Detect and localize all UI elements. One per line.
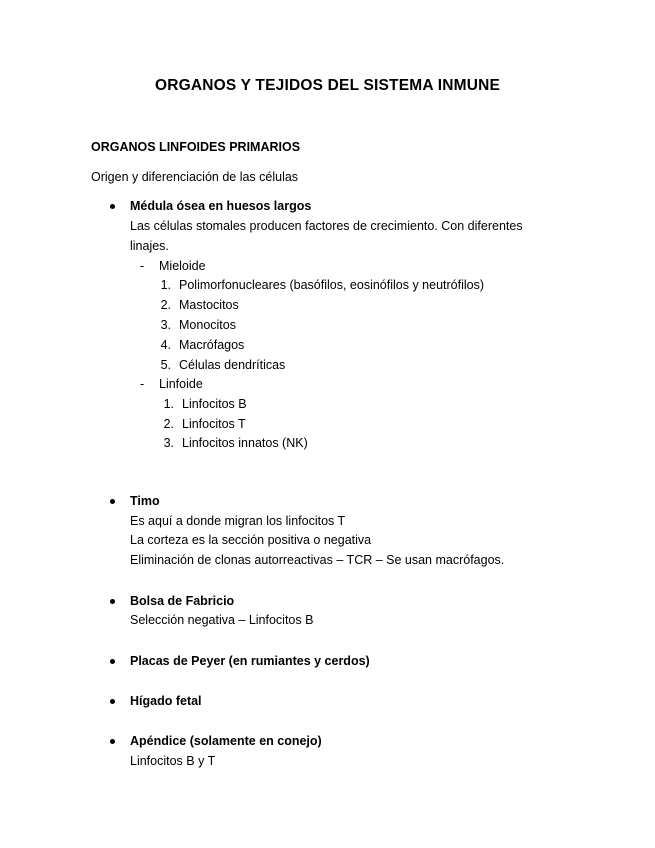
list-number: 5. — [160, 358, 171, 372]
apendice-heading: Apéndice (solamente en conejo) — [130, 734, 322, 748]
dash-icon: - — [140, 259, 145, 273]
timo-line: Es aquí a donde migran los linfocitos T — [130, 514, 346, 528]
section-title: ORGANOS LINFOIDES PRIMARIOS — [91, 140, 301, 154]
list-item: Linfocitos T — [182, 417, 246, 431]
list-item: Macrófagos — [179, 338, 245, 352]
timo-heading: Timo — [130, 494, 160, 508]
list-item: Células dendríticas — [179, 358, 286, 372]
bullet-icon — [110, 699, 115, 704]
timo-line: Eliminación de clonas autorreactivas – TCR – Se usan macrófagos. — [130, 553, 505, 567]
bullet-icon — [110, 204, 115, 209]
list-number: 3. — [160, 318, 171, 332]
list-item: Linfocitos innatos (NK) — [182, 436, 308, 450]
list-number: 4. — [160, 338, 171, 352]
bolsa-heading: Bolsa de Fabricio — [130, 594, 235, 608]
page-title: ORGANOS Y TEJIDOS DEL SISTEMA INMUNE — [154, 77, 501, 94]
list-number: 1. — [160, 278, 171, 292]
bolsa-line: Selección negativa – Linfocitos B — [130, 613, 314, 627]
bullet-icon — [110, 739, 115, 744]
list-number: 2. — [163, 417, 174, 431]
list-item: Monocitos — [179, 318, 236, 332]
medula-desc-line-1: Las células stomales producen factores de crecimiento. Con diferentes — [130, 219, 523, 233]
medula-desc-line-2: linajes. — [130, 239, 169, 253]
dash-icon: - — [140, 377, 145, 391]
list-item: Linfocitos B — [182, 397, 247, 411]
mieloide-label: Mieloide — [159, 259, 206, 273]
bullet-icon — [110, 599, 115, 604]
list-number: 3. — [163, 436, 174, 450]
list-number: 1. — [163, 397, 174, 411]
medula-heading: Médula ósea en huesos largos — [130, 199, 312, 213]
higado-heading: Hígado fetal — [130, 694, 202, 708]
intro-text: Origen y diferenciación de las células — [91, 170, 299, 184]
bullet-icon — [110, 499, 115, 504]
timo-line: La corteza es la sección positiva o negativa — [130, 533, 372, 547]
bullet-icon — [110, 659, 115, 664]
list-number: 2. — [160, 298, 171, 312]
list-item: Mastocitos — [179, 298, 239, 312]
linfoide-label: Linfoide — [159, 377, 203, 391]
list-item: Polimorfonucleares (basófilos, eosinófilos y neutrófilos) — [179, 278, 485, 292]
placas-heading: Placas de Peyer (en rumiantes y cerdos) — [130, 654, 370, 668]
apendice-line: Linfocitos B y T — [130, 754, 216, 768]
